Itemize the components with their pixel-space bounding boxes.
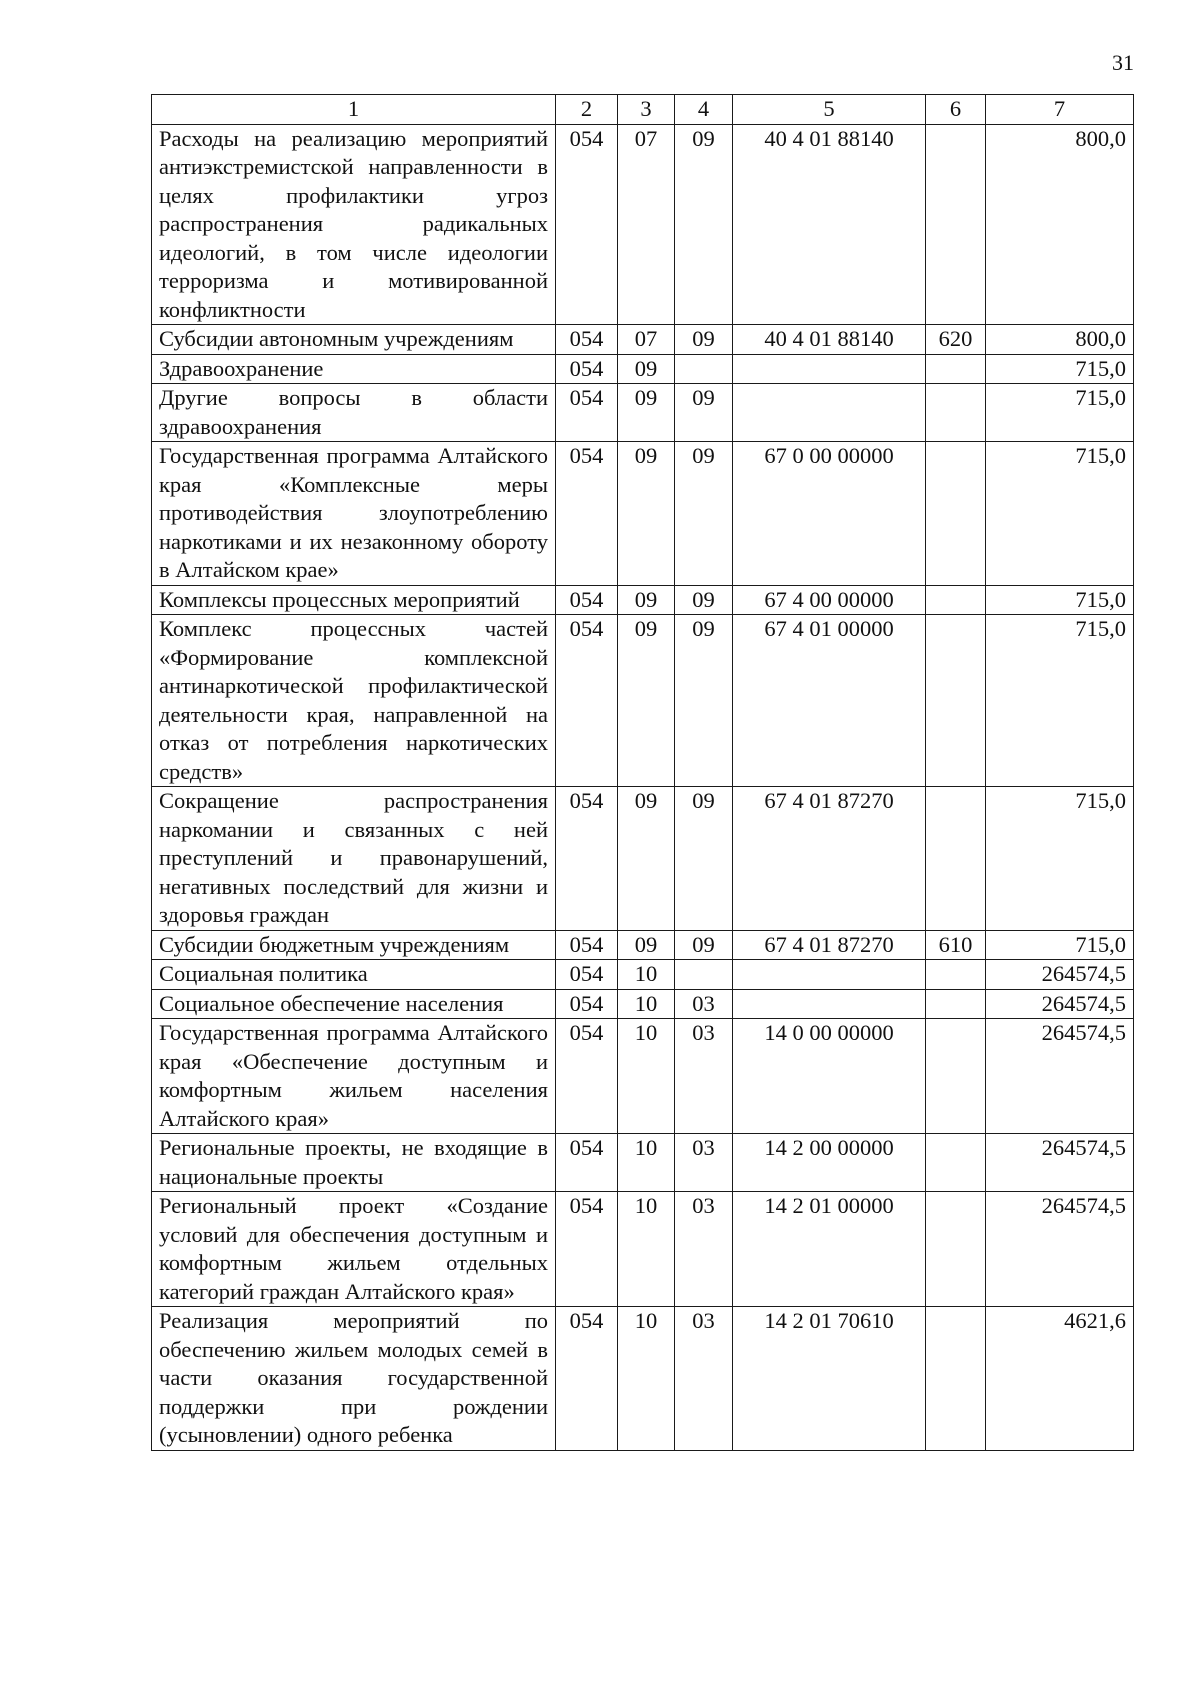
row-amount: 264574,5: [986, 1192, 1134, 1307]
row-name: Другие вопросы в области здравоохранения: [152, 384, 556, 442]
row-expense-type: [926, 1192, 986, 1307]
row-subsection: 09: [675, 615, 733, 787]
row-admin-code: 054: [556, 1134, 618, 1192]
row-name: Расходы на реализацию мероприятий антиэкстремистской направленности в целях профилактики угроз распространения радикальных идеологий, в том числе идеологии терроризма и мотивированной конфликтности: [152, 124, 556, 325]
table-row: [152, 1192, 1134, 1307]
row-target-code: 14 0 00 00000: [733, 1019, 926, 1134]
row-subsection: 09: [675, 384, 733, 442]
row-amount: 715,0: [986, 585, 1134, 615]
row-section: 07: [618, 325, 675, 355]
row-subsection: 09: [675, 585, 733, 615]
row-target-code: 14 2 00 00000: [733, 1134, 926, 1192]
row-target-code: [733, 384, 926, 442]
row-section: 09: [618, 615, 675, 787]
table-row: [152, 930, 1134, 960]
row-expense-type: [926, 354, 986, 384]
row-subsection: 09: [675, 124, 733, 325]
row-section: 10: [618, 1192, 675, 1307]
table-row: [152, 1307, 1134, 1451]
row-name: Социальное обеспечение населения: [152, 989, 556, 1019]
row-name: Комплекс процессных частей «Формирование комплексной антинаркотической профилактической деятельности края, направленной на отказ от потребления наркотических средств»: [152, 615, 556, 787]
table-row: [152, 124, 1134, 325]
row-admin-code: 054: [556, 384, 618, 442]
row-target-code: 40 4 01 88140: [733, 124, 926, 325]
row-target-code: 67 4 00 00000: [733, 585, 926, 615]
row-target-code: 67 0 00 00000: [733, 442, 926, 586]
row-name: Комплексы процессных мероприятий: [152, 585, 556, 615]
row-name: Региональные проекты, не входящие в национальные проекты: [152, 1134, 556, 1192]
header-cell: 5: [733, 95, 926, 125]
table-row: [152, 1134, 1134, 1192]
header-cell: 7: [986, 95, 1134, 125]
row-section: 10: [618, 1307, 675, 1451]
row-amount: 264574,5: [986, 960, 1134, 990]
row-subsection: 03: [675, 1019, 733, 1134]
row-section: 10: [618, 960, 675, 990]
table-row: [152, 442, 1134, 586]
row-expense-type: [926, 960, 986, 990]
row-subsection: 03: [675, 989, 733, 1019]
row-subsection: 03: [675, 1307, 733, 1451]
header-cell: 1: [152, 95, 556, 125]
row-subsection: 09: [675, 787, 733, 931]
row-amount: 715,0: [986, 354, 1134, 384]
row-name: Здравоохранение: [152, 354, 556, 384]
header-cell: 4: [675, 95, 733, 125]
row-target-code: [733, 989, 926, 1019]
budget-table: [151, 94, 1134, 1451]
row-section: 09: [618, 442, 675, 586]
table-row: [152, 960, 1134, 990]
row-admin-code: 054: [556, 442, 618, 586]
row-amount: 264574,5: [986, 1134, 1134, 1192]
row-amount: 715,0: [986, 442, 1134, 586]
row-admin-code: 054: [556, 615, 618, 787]
row-expense-type: [926, 1307, 986, 1451]
header-row: [152, 95, 1134, 125]
row-subsection: 09: [675, 930, 733, 960]
table-row: [152, 384, 1134, 442]
row-name: Региональный проект «Создание условий для обеспечения доступным и комфортным жильем отдельных категорий граждан Алтайского края»: [152, 1192, 556, 1307]
row-amount: 264574,5: [986, 1019, 1134, 1134]
row-section: 10: [618, 989, 675, 1019]
row-admin-code: 054: [556, 930, 618, 960]
row-section: 10: [618, 1134, 675, 1192]
row-expense-type: [926, 1019, 986, 1134]
row-target-code: [733, 960, 926, 990]
row-admin-code: 054: [556, 787, 618, 931]
row-name: Субсидии бюджетным учреждениям: [152, 930, 556, 960]
row-admin-code: 054: [556, 989, 618, 1019]
row-section: 09: [618, 384, 675, 442]
row-target-code: [733, 354, 926, 384]
row-subsection: 09: [675, 325, 733, 355]
row-subsection: 09: [675, 442, 733, 586]
row-name: Сокращение распространения наркомании и связанных с ней преступлений и правонарушений, негативных последствий для жизни и здоровья граждан: [152, 787, 556, 931]
row-amount: 715,0: [986, 615, 1134, 787]
row-section: 09: [618, 585, 675, 615]
row-subsection: 03: [675, 1192, 733, 1307]
row-expense-type: [926, 787, 986, 931]
row-target-code: 40 4 01 88140: [733, 325, 926, 355]
row-expense-type: [926, 615, 986, 787]
row-target-code: 14 2 01 70610: [733, 1307, 926, 1451]
row-section: 09: [618, 930, 675, 960]
row-subsection: 03: [675, 1134, 733, 1192]
row-admin-code: 054: [556, 1307, 618, 1451]
row-admin-code: 054: [556, 325, 618, 355]
row-amount: 800,0: [986, 325, 1134, 355]
row-subsection: [675, 960, 733, 990]
row-name: Государственная программа Алтайского края «Обеспечение доступным и комфортным жильем населения Алтайского края»: [152, 1019, 556, 1134]
table-row: [152, 325, 1134, 355]
row-section: 09: [618, 787, 675, 931]
row-admin-code: 054: [556, 1192, 618, 1307]
row-admin-code: 054: [556, 960, 618, 990]
row-admin-code: 054: [556, 354, 618, 384]
row-subsection: [675, 354, 733, 384]
row-admin-code: 054: [556, 585, 618, 615]
row-expense-type: [926, 585, 986, 615]
row-admin-code: 054: [556, 124, 618, 325]
row-name: Субсидии автономным учреждениям: [152, 325, 556, 355]
row-section: 09: [618, 354, 675, 384]
table-row: [152, 354, 1134, 384]
row-target-code: 14 2 01 00000: [733, 1192, 926, 1307]
row-target-code: 67 4 01 87270: [733, 787, 926, 931]
table-row: [152, 989, 1134, 1019]
row-expense-type: [926, 124, 986, 325]
header-cell: 3: [618, 95, 675, 125]
table-row: [152, 585, 1134, 615]
row-amount: 715,0: [986, 930, 1134, 960]
row-amount: 4621,6: [986, 1307, 1134, 1451]
row-expense-type: [926, 1134, 986, 1192]
row-admin-code: 054: [556, 1019, 618, 1134]
row-expense-type: 610: [926, 930, 986, 960]
row-expense-type: [926, 989, 986, 1019]
row-name: Реализация мероприятий по обеспечению жильем молодых семей в части оказания государственной поддержки при рождении (усыновлении) одного ребенка: [152, 1307, 556, 1451]
row-expense-type: [926, 442, 986, 586]
row-name: Государственная программа Алтайского края «Комплексные меры противодействия злоупотреблению наркотиками и их незаконному обороту в Алтайском крае»: [152, 442, 556, 586]
table-row: [152, 787, 1134, 931]
header-cell: 2: [556, 95, 618, 125]
page-number: 31: [1112, 50, 1134, 75]
row-target-code: 67 4 01 87270: [733, 930, 926, 960]
row-expense-type: [926, 384, 986, 442]
header-cell: 6: [926, 95, 986, 125]
row-amount: 715,0: [986, 787, 1134, 931]
table-row: [152, 1019, 1134, 1134]
row-amount: 264574,5: [986, 989, 1134, 1019]
row-expense-type: 620: [926, 325, 986, 355]
row-section: 07: [618, 124, 675, 325]
row-section: 10: [618, 1019, 675, 1134]
row-target-code: 67 4 01 00000: [733, 615, 926, 787]
row-name: Социальная политика: [152, 960, 556, 990]
row-amount: 715,0: [986, 384, 1134, 442]
table-row: [152, 615, 1134, 787]
row-amount: 800,0: [986, 124, 1134, 325]
